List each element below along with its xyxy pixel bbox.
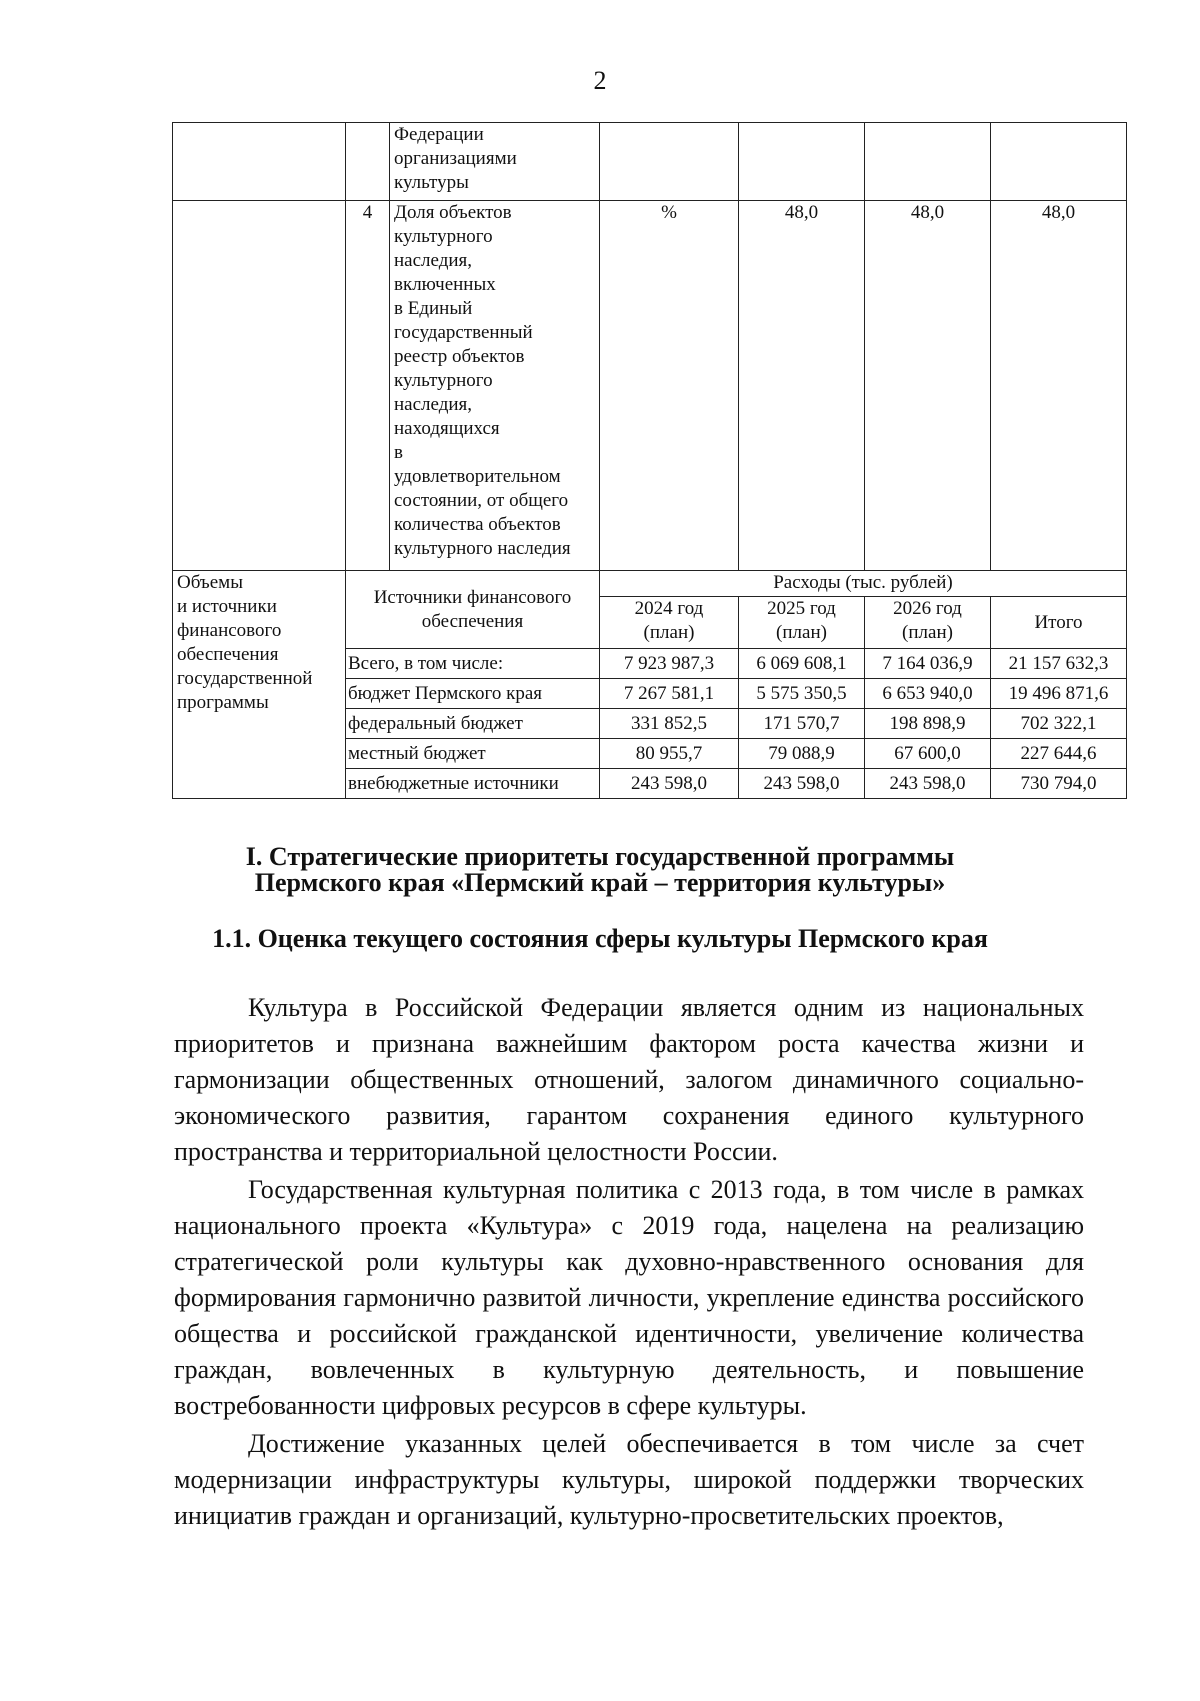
value-2025: 171 570,7 [739,709,865,739]
total-header: Итого [991,597,1127,649]
value-total: 730 794,0 [991,769,1127,799]
value-2024: 80 955,7 [600,739,739,769]
source-name: федеральный бюджет [346,709,600,739]
section-subtitle: 1.1. Оценка текущего состояния сферы культуры Пермского края [212,924,988,953]
indicator-text: Доля объектов культурного наследия, включенных в Единый государственный реестр объектов культурного наследия, находящихся в удовлетворительном состоянии, от общего количества объектов культурного наследия [390,201,600,571]
value-2025: 79 088,9 [739,739,865,769]
indicator-text: Федерации организациями культуры [390,123,600,201]
value-2024: 331 852,5 [600,709,739,739]
indicators-table [172,122,1127,799]
section-title-line-1: I. Стратегические приоритеты государственной программы [245,842,955,871]
value-2026: 6 653 940,0 [865,679,991,709]
paragraph: Достижение указанных целей обеспечивается в том числе за счет модернизации инфраструктуры культуры, широкой поддержки творческих инициатив граждан и организаций, культурно-просветительских проектов, [174,1429,1084,1530]
paragraph: Культура в Российской Федерации является одним из национальных приоритетов и признана важнейшим фактором роста качества жизни и гармонизации общественных отношений, залогом динамичного социально-экономического развития, гарантом сохранения единого культурного пространства и территориальной целостности России. [174,993,1084,1166]
source-name: внебюджетные источники [346,769,600,799]
value-2026: 67 600,0 [865,739,991,769]
value-2025: 5 575 350,5 [739,679,865,709]
paragraph: Государственная культурная политика с 2013 года, в том числе в рамках национального проекта «Культура» с 2019 года, нацелена на реализацию стратегической роли культуры как духовно-нравственного основания для формирования гармонично развитой личности, укрепление единства российского общества и российской гражданской идентичности, увеличение количества граждан, вовлеченных в культурную деятельность, и повышение востребованности цифровых ресурсов в сфере культуры. [174,1175,1084,1420]
value-2025: 243 598,0 [739,769,865,799]
value-total: 702 322,1 [991,709,1127,739]
indicator-value-2026: 48,0 [991,201,1127,571]
finance-label: Объемы и источники финансового обеспечения государственной программы [173,571,346,799]
source-name: Всего, в том числе: [346,649,600,679]
year-2024-header: 2024 год (план) [600,597,739,649]
section-title [0,844,1200,896]
value-2025: 6 069 608,1 [739,649,865,679]
indicator-value-2024: 48,0 [739,201,865,571]
table-row [173,123,1127,201]
year-2025-header: 2025 год (план) [739,597,865,649]
expenses-header: Расходы (тыс. рублей) [600,571,1127,597]
value-2024: 243 598,0 [600,769,739,799]
indicator-value-2025: 48,0 [865,201,991,571]
value-total: 21 157 632,3 [991,649,1127,679]
value-2024: 7 923 987,3 [600,649,739,679]
value-2026: 243 598,0 [865,769,991,799]
finance-header-row [173,571,1127,597]
sources-header: Источники финансового обеспечения [346,571,600,649]
page-number: 2 [593,66,607,95]
value-total: 19 496 871,6 [991,679,1127,709]
indicator-unit: % [600,201,739,571]
year-2026-header: 2026 год (план) [865,597,991,649]
value-total: 227 644,6 [991,739,1127,769]
source-name: бюджет Пермского края [346,679,600,709]
value-2026: 7 164 036,9 [865,649,991,679]
value-2024: 7 267 581,1 [600,679,739,709]
value-2026: 198 898,9 [865,709,991,739]
body-text [174,990,1084,1534]
source-name: местный бюджет [346,739,600,769]
table-row [173,201,1127,571]
section-title-line-2: Пермского края «Пермский край – территория культуры» [254,868,946,897]
indicator-number: 4 [346,201,390,571]
